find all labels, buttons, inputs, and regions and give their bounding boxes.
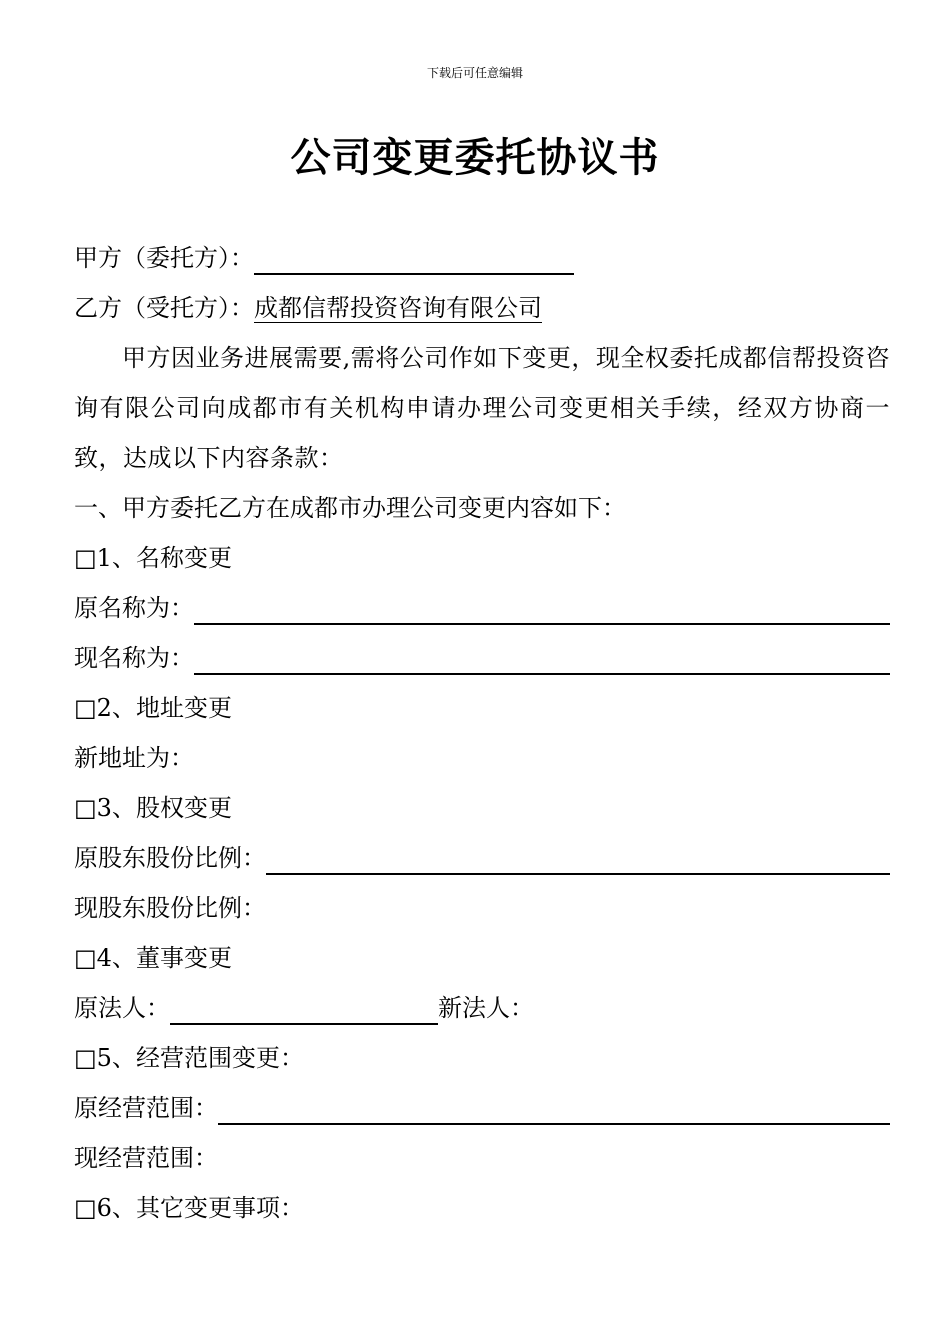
old-name-label: 原名称为：: [74, 594, 194, 622]
old-name-blank[interactable]: [194, 622, 890, 625]
section-1-heading: [74, 483, 890, 533]
item-name-change[interactable]: [74, 533, 890, 583]
header-note: 下载后可任意编辑: [426, 66, 523, 80]
party-b-value: 成都信帮投资咨询有限公司: [254, 294, 542, 322]
other-change-label: □6、其它变更事项：: [74, 1194, 304, 1222]
party-b-label: 乙方（受托方）：: [74, 294, 254, 322]
scope-change-label: □5、经营范围变更：: [74, 1044, 304, 1072]
new-address-label: 新地址为：: [74, 744, 194, 772]
section-1-text: 一、甲方委托乙方在成都市办理公司变更内容如下：: [74, 494, 626, 522]
new-name-blank[interactable]: [194, 672, 890, 675]
new-scope-label: 现经营范围：: [74, 1144, 218, 1172]
old-equity-label: 原股东股份比例：: [74, 844, 266, 872]
name-change-label: □1、名称变更: [74, 544, 232, 572]
old-scope-label: 原经营范围：: [74, 1094, 218, 1122]
new-name-line: [74, 633, 890, 683]
new-address-line: [74, 733, 890, 783]
item-other-change[interactable]: [74, 1183, 890, 1233]
address-change-label: □2、地址变更: [74, 694, 232, 722]
party-b-line: [74, 283, 890, 333]
director-change-label: □4、董事变更: [74, 944, 232, 972]
new-equity-line: [74, 883, 890, 933]
new-legal-label: 新法人：: [438, 994, 534, 1022]
old-equity-blank[interactable]: [266, 872, 890, 875]
item-director-change[interactable]: [74, 933, 890, 983]
equity-change-label: □3、股权变更: [74, 794, 232, 822]
legal-person-line: [74, 983, 890, 1033]
document-title: 公司变更委托协议书: [290, 134, 660, 181]
new-equity-label: 现股东股份比例：: [74, 894, 266, 922]
old-scope-blank[interactable]: [218, 1122, 890, 1125]
new-name-label: 现名称为：: [74, 644, 194, 672]
old-scope-line: [74, 1083, 890, 1133]
party-a-line: [74, 233, 890, 283]
item-equity-change[interactable]: [74, 783, 890, 833]
old-legal-label: 原法人：: [74, 994, 170, 1022]
item-address-change[interactable]: [74, 683, 890, 733]
old-equity-line: [74, 833, 890, 883]
party-a-label: 甲方（委托方）：: [74, 244, 254, 272]
item-scope-change[interactable]: [74, 1033, 890, 1083]
party-a-blank[interactable]: [254, 272, 574, 275]
intro-paragraph: 甲方因业务进展需要,需将公司作如下变更，现全权委托成都信帮投资咨询有限公司向成都市有关机构申请办理公司变更相关手续，经双方协商一致，达成以下内容条款：: [74, 344, 890, 472]
old-name-line: [74, 583, 890, 633]
new-scope-line: [74, 1133, 890, 1183]
old-legal-blank[interactable]: [170, 1022, 438, 1025]
